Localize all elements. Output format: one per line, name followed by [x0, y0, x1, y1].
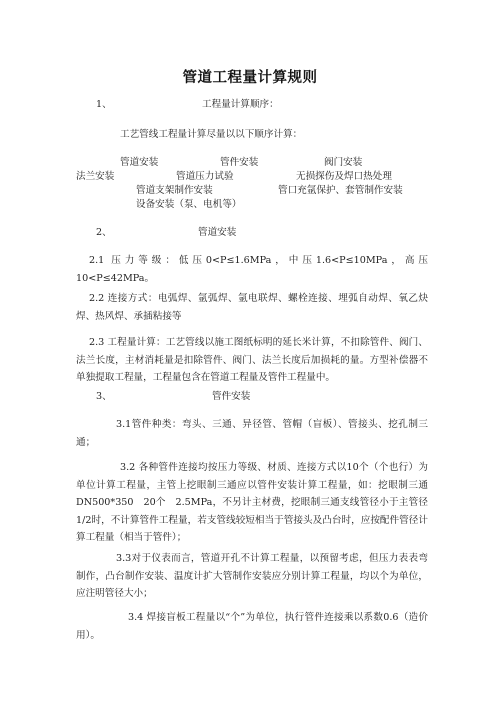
section-3-number: 3、 [96, 391, 112, 402]
page-title: 管道工程量计算规则 [182, 70, 318, 86]
order-item: 无损探伤及焊口热处理 [296, 171, 392, 182]
paragraph-2-2: 2.2 连接方式：电弧焊、氩弧焊、氩电联焊、螺栓连接、埋弧自动焊、氧乙炔焊、热风焊、承插粘接等 [76, 293, 428, 322]
order-item: 管件安装 [220, 157, 259, 168]
order-item: 管道支架制作安装 [136, 185, 213, 196]
order-item: 法兰安装 [76, 171, 115, 182]
order-item: 管道安装 [120, 157, 159, 168]
order-item: 管道压力试验 [176, 171, 234, 182]
order-item: 设备安装（泵、电机等） [136, 199, 242, 210]
section-2-number: 2、 [96, 227, 112, 238]
paragraph-3-4: 3.4 焊接盲板工程量以“个”为单位，执行管件连接乘以系数0.6（造价用）。 [76, 612, 428, 641]
order-item: 管口充氩保护、套管制作安装 [278, 185, 403, 196]
section-2-heading: 管道安装 [198, 227, 237, 238]
paragraph-3-2: 3.2 各种管件连接均按压力等级、材质、连接方式以10个（个也行）为单位计算工程量，主管上挖眼制三通应以管件安装计算工程量，如：挖眼制三通DN500*350 20个 2.5MPa，不另计主材费，挖眼制三通支线管径小于主管径1/2时，不计算管件工程量，若支管线较短相当于管接头及凸台时，应按配件管径计算工程量（相当于管件）； [76, 462, 428, 543]
paragraph-3-3: 3.3对于仪表而言，管道开孔不计算工程量，以预留考虑，但压力表表弯制作，凸台制作安装、温度计扩大管制作安装应分别计算工程量，均以个为单位，应注明管径大小； [76, 553, 428, 599]
paragraph-2-1: 2.1 压力等级：低压0<P≤1.6MPa，中压1.6<P≤10MPa，高压10<P≤42MPa。 [76, 255, 428, 284]
paragraph-3-1: 3.1管件种类：弯头、三通、异径管、管帽（盲板）、管接头、挖孔制三通； [76, 419, 428, 448]
section-1-number: 1、 [96, 99, 112, 110]
paragraph-2-3: 2.3 工程量计算：工艺管线以施工图纸标明的延长米计算，不扣除管件、阀门、法兰长度，主材消耗量是扣除管件、阀门、法兰长度后加损耗的量。方型补偿器不单独提取工程量，工程量包含在管道工程量及管件工程量中。 [76, 337, 428, 383]
order-item: 阀门安装 [324, 157, 363, 168]
section-1-heading: 工程量计算顺序： [202, 99, 279, 110]
intro-text: 工艺管线工程量计算尽量以以下顺序计算： [120, 129, 303, 140]
section-3-heading: 管件安装 [212, 391, 251, 402]
